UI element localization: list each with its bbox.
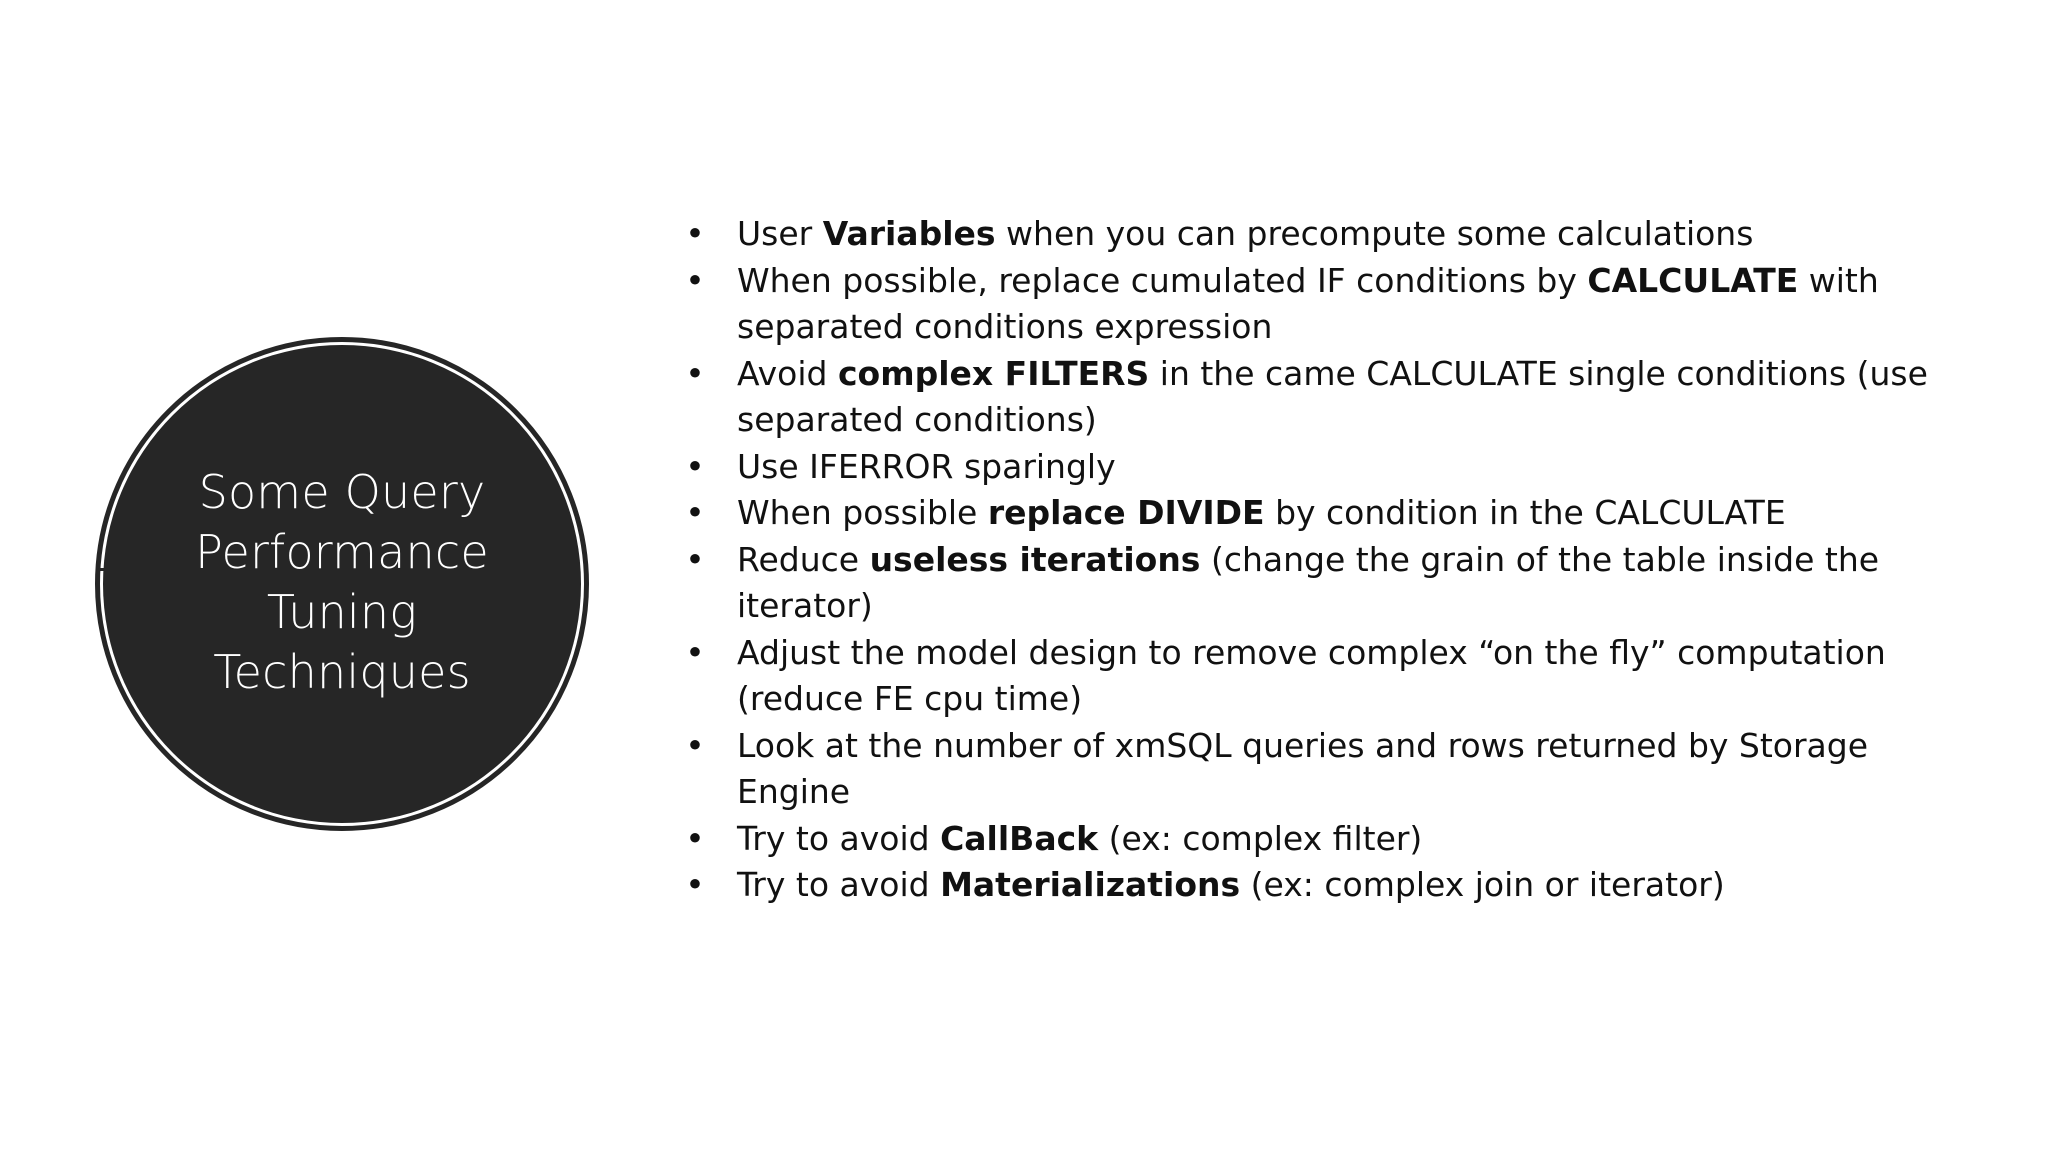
slide-title-line: Techniques <box>213 645 471 699</box>
bullet-marker: • <box>685 493 705 532</box>
bullet-text: User Variables when you can precompute some calculations <box>737 214 1754 253</box>
bullet-text: When possible, replace cumulated IF conditions by CALCULATE with separated conditions expression <box>737 260 1879 346</box>
bullet-marker: • <box>685 353 705 393</box>
bullet-text: Look at the number of xmSQL queries and rows returned by Storage Engine <box>737 725 1869 811</box>
bullet-text: Adjust the model design to remove complex “on the fly” computation (reduce FE cpu time) <box>737 632 1886 718</box>
bullet-marker: • <box>685 260 705 300</box>
bullet-marker: • <box>685 725 705 765</box>
bullet-text: Try to avoid CallBack (ex: complex filter) <box>737 818 1423 858</box>
bold-term: complex FILTERS <box>837 353 1150 393</box>
bullet-item <box>685 630 1935 723</box>
bullet-item <box>685 211 1935 258</box>
bullet-item <box>685 351 1935 444</box>
bold-term: CALCULATE <box>1587 260 1799 300</box>
bullet-item <box>685 816 1935 863</box>
bold-term: CallBack <box>940 818 1099 858</box>
bullet-marker: • <box>685 865 705 904</box>
bullet-list <box>685 211 1935 909</box>
bullet-marker: • <box>685 446 705 486</box>
slide-title-line: Tuning <box>266 585 418 639</box>
bullet-marker: • <box>685 214 705 253</box>
bullet-item <box>685 723 1935 816</box>
bullet-item <box>685 258 1935 351</box>
bold-term: replace DIVIDE <box>987 493 1265 532</box>
bold-term: Materializations <box>940 865 1241 904</box>
bold-term: useless iterations <box>869 539 1201 579</box>
bold-term: Variables <box>822 214 996 253</box>
bullet-item <box>685 444 1935 491</box>
title-circle <box>103 345 581 823</box>
bullet-text: Use IFERROR sparingly <box>737 446 1116 486</box>
bullet-text: When possible replace DIVIDE by condition in the CALCULATE <box>737 493 1786 532</box>
bullet-text: Reduce useless iterations (change the grain of the table inside the iterator) <box>737 539 1880 625</box>
bullet-marker: • <box>685 632 705 672</box>
slide-title <box>162 462 522 702</box>
bullet-item <box>685 490 1935 537</box>
bullet-text: Try to avoid Materializations (ex: complex join or iterator) <box>737 865 1725 904</box>
bullet-item <box>685 537 1935 630</box>
slide-title-line: Performance <box>195 525 489 579</box>
bullet-item <box>685 862 1935 909</box>
bullet-text: Avoid complex FILTERS in the came CALCULATE single conditions (use separated conditions) <box>737 353 1928 439</box>
bullet-marker: • <box>685 818 705 858</box>
bullet-marker: • <box>685 539 705 579</box>
slide-title-line: Some Query <box>198 465 486 519</box>
